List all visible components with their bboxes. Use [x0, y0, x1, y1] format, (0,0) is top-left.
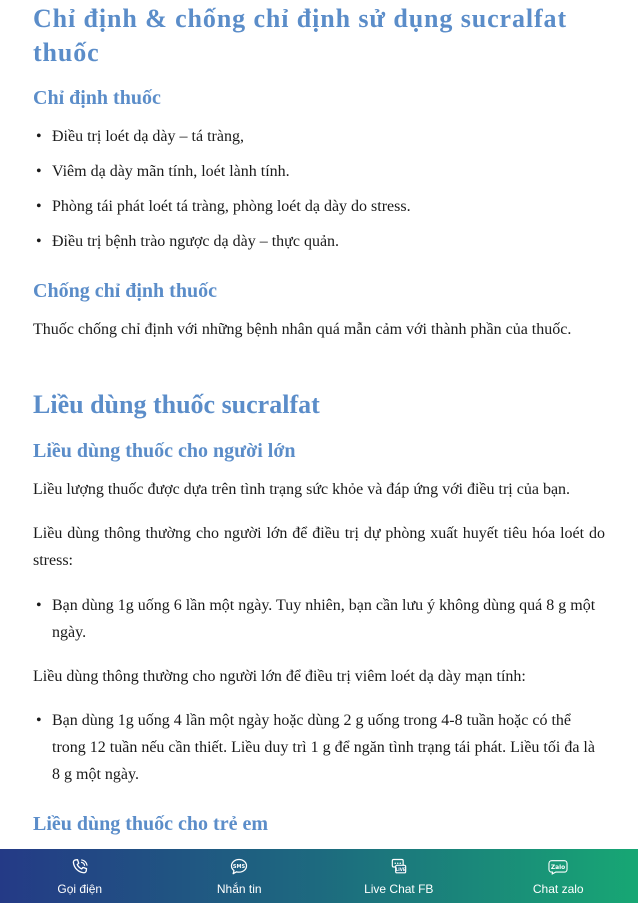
contraindications-heading: Chống chỉ định thuốc [33, 280, 217, 302]
bottom-contact-bar [0, 849, 638, 903]
adult-dosage-intro: Liều lượng thuốc được dựa trên tình trạng sức khỏe và đáp ứng với điều trị của bạn. [33, 481, 571, 498]
live-chat-label: Live Chat FB [364, 881, 434, 896]
call-label: Gọi điện [57, 881, 103, 896]
dosage-title: Liều dùng thuốc sucralfat [33, 390, 320, 419]
list-item: • Điều trị loét dạ dày – tá tràng, [33, 123, 605, 150]
phone-icon [69, 857, 91, 877]
zalo-button[interactable] [479, 849, 638, 903]
list-item: • Điều trị bệnh trào ngược dạ dày – thực quản. [33, 228, 605, 255]
live-chat-icon [388, 857, 410, 877]
call-button[interactable] [0, 849, 160, 903]
list-item: • Phòng tái phát loét tá tràng, phòng loét dạ dày do stress. [33, 193, 605, 220]
chronic-dosage-intro: Liều dùng thông thường cho người lớn để điều trị viêm loét dạ dày mạn tính: [33, 668, 526, 685]
list-item: • Bạn dùng 1g uống 6 lần một ngày. Tuy nhiên, bạn cần lưu ý không dùng quá 8 g một ngày. [33, 592, 605, 646]
sms-icon [228, 857, 250, 877]
svg-text:Zalo: Zalo [551, 864, 566, 871]
contraindications-text: Thuốc chống chỉ định với những bệnh nhân quá mẫn cảm với thành phần của thuốc. [33, 321, 572, 338]
section-title: Chỉ định & chống chỉ định sử dụng sucralfat thuốc [33, 4, 568, 67]
svg-text:SMS: SMS [233, 863, 246, 870]
indications-heading: Chỉ định thuốc [33, 87, 161, 109]
svg-text:LIVE: LIVE [395, 866, 406, 872]
child-dosage-heading: Liều dùng thuốc cho trẻ em [33, 813, 268, 835]
zalo-label: Chat zalo [532, 881, 584, 896]
list-item: • Bạn dùng 1g uống 4 lần một ngày hoặc dùng 2 g uống trong 4-8 tuần hoặc có thể trong 12 tuần nếu cần thiết. Liều duy trì 1 g để ngăn tình trạng tái phát. Liều tối đa là 8 g một ngày. [33, 707, 605, 788]
zalo-icon [547, 857, 569, 877]
adult-dosage-heading: Liều dùng thuốc cho người lớn [33, 440, 296, 462]
stress-dosage-intro: Liều dùng thông thường cho người lớn để điều trị dự phòng xuất huyết tiêu hóa loét do stress: [33, 525, 605, 569]
live-chat-button[interactable] [319, 849, 479, 903]
sms-label: Nhắn tin [216, 881, 262, 896]
sms-button[interactable] [160, 849, 320, 903]
list-item: • Viêm dạ dày mãn tính, loét lành tính. [33, 158, 605, 185]
